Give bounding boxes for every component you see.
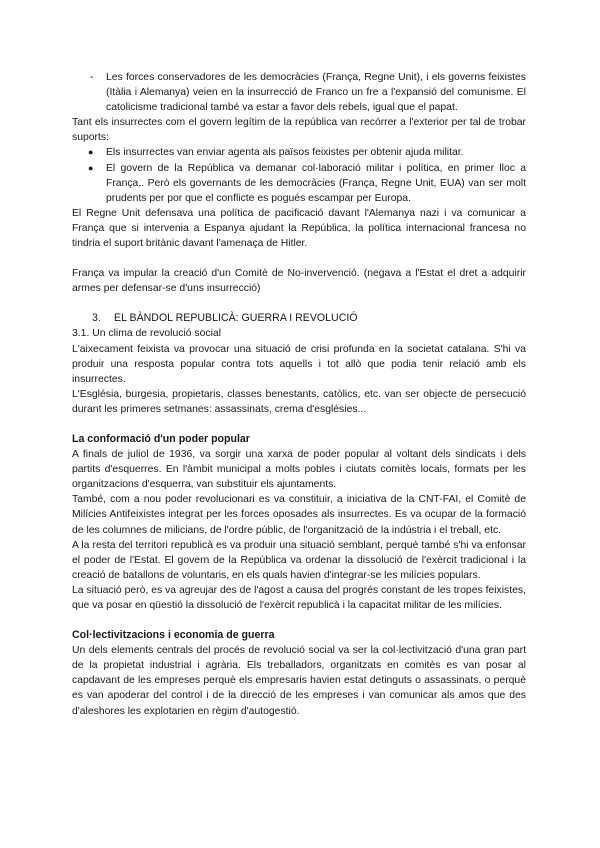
bullet-text: El govern de la República va demanar col·laboració militar i política, en primer lloc a França,. Però els governants de les democràcies (França, Regne Unit, EUA) van ser molt prudents per por que el conflicte es pogués escampar per Europa. [106,162,526,204]
spacer [72,613,526,628]
paragraph-milicies: També, com a nou poder revolucionari es va constituir, a iniciativa de la CNT-FAI, el Comitè de Milícies Antifeixistes integrat per les forces oposades als insurrectes. Es va ocupar de la formació de les columnes de milicians, de l'ordre públic, de l'organització de la indústria i el treball, etc. [72,494,526,536]
bullet-item [72,145,526,160]
subsection-heading: 3.1. Un clima de revolució social [72,328,222,340]
section-number: 3. [92,312,101,325]
paragraph-col-lectivitzacio: Un dels elements centrals del procés de revolució social va ser la col·lectivització d'una gran part de la propietat industrial i agrària. Els treballadors, organitzats en comitès es van posar al capdavant de les empreses perquè els empresaris havien estat detinguts o assassinats, o perquè es van apoderar del control i de la direcció de les empreses i van comunicar als amos que des d'aleshores les explotarien en règim d'autogestió. [72,645,526,717]
spacer [72,251,526,266]
paragraph-esglesia: L'Església, burgesia, propietaris, classes benestants, catòlics, etc. van ser objecte de persecució durant les primeres setmanes: assassinats, crema d'esglésies... [72,388,526,415]
section-title: EL BÀNDOL REPUBLICÀ: GUERRA I REVOLUCIÓ [114,312,358,325]
dash-list-item [72,70,526,115]
bullet-list [72,145,526,205]
bullet-icon: ● [88,162,94,173]
paragraph-agost: La situació però, es va agreujar des de l'agost a causa del progrés constant de les tropes feixistes, que va posar en qüestió la dissolució de l'exèrcit republicà i la capacitat militar de les milícies. [72,584,526,611]
dash-marker: - [90,72,94,83]
section-heading [72,311,526,326]
paragraph-territori: A la resta del territori republicà es va produir una situació semblant, perquè també s'hi va enfonsar el poder de l'Estat. El govern de la República va ordenar la dissolució de l'exèrcit tradicional i la creació de batallons de voluntaris, en els quals havien d'integrar-se les milícies populars. [72,539,526,581]
spacer [72,417,526,432]
spacer [72,296,526,311]
heading-col-lectivitzacions: Col·lectivitzacions i economia de guerra [72,629,275,642]
bullet-text: Els insurrectes van enviar agenta als països feixistes per obtenir ajuda militar. [106,147,464,159]
paragraph-regne-unit: El Regne Unit defensava una política de pacificació davant l'Alemanya nazi i va comunicar a França que si intervenia a Espanya ajudant la República, la política internacional francesa no tindria el suport britànic davant l'amenaça de Hitler. [72,207,526,250]
paragraph-juliol: A finals de juliol de 1936, va sorgir una xarxa de poder popular al voltant dels sindicats i dels partits d'esquerres. En l'àmbit municipal a molts pobles i ciutats comitès locals, formats per les organitzacions d'esquerra, van substituir els ajuntaments. [72,449,526,491]
heading-poder-popular: La conformació d'un poder popular [72,432,250,445]
paragraph-comite: França va impular la creació d'un Comitè de No-invervenció. (negava a l'Estat el dret a adquirir armes per defensar-se d'uns insurrecció) [72,268,526,295]
bullet-item [72,161,526,206]
bullet-icon: ● [88,147,94,158]
paragraph-crisi: L'aixecament feixista va provocar una situació de crisi profunda en la societat catalana. S'hi va produir una resposta popular contra tots aquells i tot allò que podia tenir relació amb els insurrectes. [72,343,526,385]
paragraph-exterior: Tant els insurrectes com el govern legítim de la república van recórrer a l'exterior per tal de trobar suports: [72,117,526,144]
dash-item-text: Les forces conservadores de les democràcies (França, Regne Unit), i els governs feixistes (Itàlia i Alemanya) veien en la insurrecció de Franco un fre a l'expansió del comunisme. El catolicisme tradicional també va estar a favor dels rebels, igual que el papat. [106,72,526,114]
